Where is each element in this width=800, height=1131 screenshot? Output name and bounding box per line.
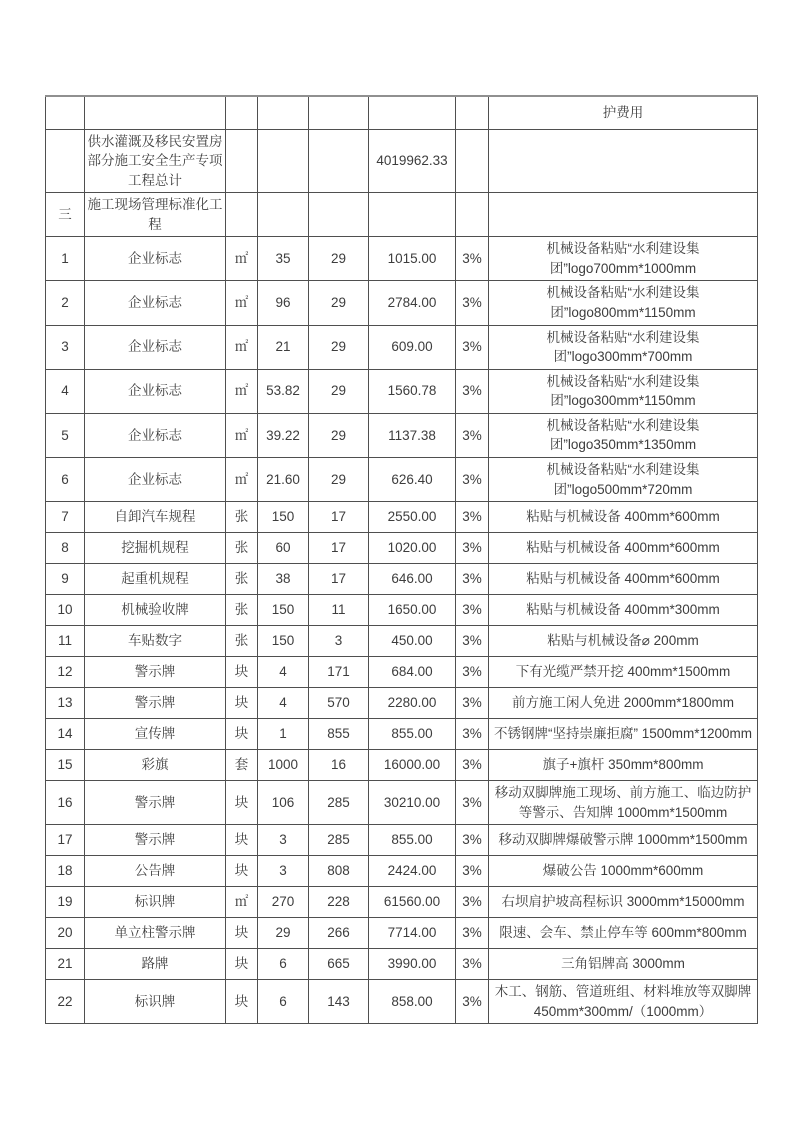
cell-price: 16 bbox=[309, 750, 369, 781]
cell-unit: ㎡ bbox=[226, 369, 258, 413]
cell-unit bbox=[226, 193, 258, 237]
cell-price bbox=[309, 193, 369, 237]
section-index: 三 bbox=[46, 193, 85, 237]
cell-amount bbox=[369, 193, 456, 237]
cell-unit: 块 bbox=[226, 719, 258, 750]
cell-rate: 3% bbox=[456, 688, 489, 719]
cell-price: 29 bbox=[309, 237, 369, 281]
cell-qty: 1 bbox=[258, 719, 309, 750]
cell-unit: 张 bbox=[226, 626, 258, 657]
cell-name: 警示牌 bbox=[85, 781, 226, 825]
cell-price: 29 bbox=[309, 325, 369, 369]
table-row bbox=[46, 688, 758, 719]
cell-unit: 块 bbox=[226, 918, 258, 949]
section-name: 施工现场管理标准化工程 bbox=[85, 193, 226, 237]
cell-qty: 270 bbox=[258, 887, 309, 918]
table-row bbox=[46, 564, 758, 595]
cell-unit: 块 bbox=[226, 688, 258, 719]
cell-no: 2 bbox=[46, 281, 85, 325]
cell-no: 20 bbox=[46, 918, 85, 949]
cell-amount: 1560.78 bbox=[369, 369, 456, 413]
table-row bbox=[46, 750, 758, 781]
cell-name: 挖掘机规程 bbox=[85, 533, 226, 564]
cell-amount: 450.00 bbox=[369, 626, 456, 657]
cell-unit bbox=[226, 96, 258, 129]
cell-amount: 1015.00 bbox=[369, 237, 456, 281]
cell-desc: 木工、钢筋、管道班组、材料堆放等双脚牌 450mm*300mm/（1000mm） bbox=[489, 980, 758, 1024]
header-desc-continuation: 护费用 bbox=[489, 96, 758, 129]
cell-rate: 3% bbox=[456, 533, 489, 564]
cell-name: 单立柱警示牌 bbox=[85, 918, 226, 949]
cell-qty: 1000 bbox=[258, 750, 309, 781]
cell-desc: 机械设备粘贴“水利建设集团”logo700mm*1000mm bbox=[489, 237, 758, 281]
cell-qty bbox=[258, 129, 309, 193]
cell-price: 17 bbox=[309, 564, 369, 595]
cell-rate: 3% bbox=[456, 781, 489, 825]
cell-price: 285 bbox=[309, 825, 369, 856]
cell-no: 12 bbox=[46, 657, 85, 688]
table-row bbox=[46, 281, 758, 325]
cell-name: 警示牌 bbox=[85, 825, 226, 856]
summary-name: 供水灌溉及移民安置房部分施工安全生产专项工程总计 bbox=[85, 129, 226, 193]
cell-rate: 3% bbox=[456, 750, 489, 781]
cell-no: 16 bbox=[46, 781, 85, 825]
cell-unit: 块 bbox=[226, 825, 258, 856]
table-row bbox=[46, 719, 758, 750]
cell-price: 171 bbox=[309, 657, 369, 688]
cell-unit: 张 bbox=[226, 595, 258, 626]
table-row bbox=[46, 949, 758, 980]
cell-price: 570 bbox=[309, 688, 369, 719]
cell-no: 11 bbox=[46, 626, 85, 657]
cell-desc: 粘贴与机械设备 400mm*600mm bbox=[489, 533, 758, 564]
cell-amount: 855.00 bbox=[369, 825, 456, 856]
summary-row bbox=[46, 129, 758, 193]
cell-unit: ㎡ bbox=[226, 413, 258, 457]
cell-amount: 2784.00 bbox=[369, 281, 456, 325]
table-row bbox=[46, 502, 758, 533]
cell-no: 17 bbox=[46, 825, 85, 856]
cell-desc: 三角铝牌高 3000mm bbox=[489, 949, 758, 980]
cell-desc: 限速、会车、禁止停车等 600mm*800mm bbox=[489, 918, 758, 949]
cell-price: 808 bbox=[309, 856, 369, 887]
cell-no: 6 bbox=[46, 457, 85, 501]
cell-rate: 3% bbox=[456, 918, 489, 949]
cell-no bbox=[46, 129, 85, 193]
cell-unit: 张 bbox=[226, 564, 258, 595]
cell-desc: 机械设备粘贴“水利建设集团”logo500mm*720mm bbox=[489, 457, 758, 501]
cell-price: 29 bbox=[309, 369, 369, 413]
cell-amount: 858.00 bbox=[369, 980, 456, 1024]
cell-amount: 1137.38 bbox=[369, 413, 456, 457]
table-row bbox=[46, 781, 758, 825]
cell-name: 企业标志 bbox=[85, 413, 226, 457]
cell-amount: 1650.00 bbox=[369, 595, 456, 626]
cell-desc: 机械设备粘贴“水利建设集团”logo300mm*1150mm bbox=[489, 369, 758, 413]
cell-desc bbox=[489, 193, 758, 237]
cell-name: 企业标志 bbox=[85, 281, 226, 325]
cell-no bbox=[46, 96, 85, 129]
cell-name: 企业标志 bbox=[85, 369, 226, 413]
cell-price bbox=[309, 129, 369, 193]
cell-qty: 150 bbox=[258, 595, 309, 626]
cell-qty: 4 bbox=[258, 657, 309, 688]
table-row bbox=[46, 918, 758, 949]
cell-unit: 块 bbox=[226, 781, 258, 825]
cell-no: 1 bbox=[46, 237, 85, 281]
cell-unit: 张 bbox=[226, 533, 258, 564]
cell-desc: 粘贴与机械设备 400mm*300mm bbox=[489, 595, 758, 626]
cell-no: 3 bbox=[46, 325, 85, 369]
cell-unit: 张 bbox=[226, 502, 258, 533]
cell-name: 警示牌 bbox=[85, 657, 226, 688]
cell-no: 21 bbox=[46, 949, 85, 980]
cell-amount: 626.40 bbox=[369, 457, 456, 501]
cell-desc: 爆破公告 1000mm*600mm bbox=[489, 856, 758, 887]
cell-name: 标识牌 bbox=[85, 980, 226, 1024]
cell-name: 路牌 bbox=[85, 949, 226, 980]
cell-no: 15 bbox=[46, 750, 85, 781]
cell-no: 4 bbox=[46, 369, 85, 413]
table-row bbox=[46, 457, 758, 501]
cell-qty: 38 bbox=[258, 564, 309, 595]
cell-price: 285 bbox=[309, 781, 369, 825]
cell-rate bbox=[456, 96, 489, 129]
section-row bbox=[46, 193, 758, 237]
cell-amount bbox=[369, 96, 456, 129]
cell-no: 18 bbox=[46, 856, 85, 887]
cell-qty: 29 bbox=[258, 918, 309, 949]
cell-desc: 右坝肩护坡高程标识 3000mm*15000mm bbox=[489, 887, 758, 918]
cell-rate: 3% bbox=[456, 413, 489, 457]
cell-qty: 4 bbox=[258, 688, 309, 719]
cell-qty: 6 bbox=[258, 980, 309, 1024]
cost-table bbox=[45, 95, 758, 1024]
table-row bbox=[46, 533, 758, 564]
cell-rate: 3% bbox=[456, 887, 489, 918]
cell-amount: 855.00 bbox=[369, 719, 456, 750]
cell-no: 7 bbox=[46, 502, 85, 533]
cell-rate: 3% bbox=[456, 980, 489, 1024]
cell-desc: 机械设备粘贴“水利建设集团”logo350mm*1350mm bbox=[489, 413, 758, 457]
cell-name: 机械验收牌 bbox=[85, 595, 226, 626]
cell-no: 8 bbox=[46, 533, 85, 564]
cell-desc: 前方施工闲人免进 2000mm*1800mm bbox=[489, 688, 758, 719]
cell-qty: 3 bbox=[258, 825, 309, 856]
cell-name: 警示牌 bbox=[85, 688, 226, 719]
cell-price: 29 bbox=[309, 413, 369, 457]
cell-qty bbox=[258, 193, 309, 237]
cell-unit: ㎡ bbox=[226, 237, 258, 281]
cell-price: 228 bbox=[309, 887, 369, 918]
table-row bbox=[46, 369, 758, 413]
cell-rate: 3% bbox=[456, 595, 489, 626]
cell-amount: 2550.00 bbox=[369, 502, 456, 533]
cell-rate: 3% bbox=[456, 369, 489, 413]
cell-rate: 3% bbox=[456, 281, 489, 325]
cell-qty: 6 bbox=[258, 949, 309, 980]
cell-no: 22 bbox=[46, 980, 85, 1024]
cell-qty bbox=[258, 96, 309, 129]
cell-desc: 粘贴与机械设备⌀ 200mm bbox=[489, 626, 758, 657]
table-row bbox=[46, 237, 758, 281]
cell-unit bbox=[226, 129, 258, 193]
cell-unit: 套 bbox=[226, 750, 258, 781]
cell-amount: 2424.00 bbox=[369, 856, 456, 887]
cell-desc: 粘贴与机械设备 400mm*600mm bbox=[489, 564, 758, 595]
cell-price: 17 bbox=[309, 533, 369, 564]
cell-no: 19 bbox=[46, 887, 85, 918]
cell-name: 标识牌 bbox=[85, 887, 226, 918]
cell-qty: 39.22 bbox=[258, 413, 309, 457]
cell-rate: 3% bbox=[456, 719, 489, 750]
cell-rate: 3% bbox=[456, 237, 489, 281]
cell-desc: 机械设备粘贴“水利建设集团”logo800mm*1150mm bbox=[489, 281, 758, 325]
cell-amount: 16000.00 bbox=[369, 750, 456, 781]
cell-rate: 3% bbox=[456, 949, 489, 980]
continuation-header-row bbox=[46, 96, 758, 129]
summary-amount: 4019962.33 bbox=[369, 129, 456, 193]
cell-unit: 块 bbox=[226, 949, 258, 980]
cell-name: 企业标志 bbox=[85, 457, 226, 501]
cell-price: 665 bbox=[309, 949, 369, 980]
cell-rate: 3% bbox=[456, 325, 489, 369]
cell-qty: 3 bbox=[258, 856, 309, 887]
cell-desc: 旗子+旗杆 350mm*800mm bbox=[489, 750, 758, 781]
cell-rate: 3% bbox=[456, 502, 489, 533]
cell-qty: 150 bbox=[258, 626, 309, 657]
cell-qty: 60 bbox=[258, 533, 309, 564]
cell-unit: ㎡ bbox=[226, 325, 258, 369]
cell-price: 11 bbox=[309, 595, 369, 626]
cell-qty: 150 bbox=[258, 502, 309, 533]
cell-desc: 粘贴与机械设备 400mm*600mm bbox=[489, 502, 758, 533]
cell-name: 公告牌 bbox=[85, 856, 226, 887]
table-row bbox=[46, 595, 758, 626]
table-row bbox=[46, 856, 758, 887]
cell-name: 企业标志 bbox=[85, 237, 226, 281]
cell-name: 企业标志 bbox=[85, 325, 226, 369]
table-row bbox=[46, 825, 758, 856]
cell-unit: 块 bbox=[226, 856, 258, 887]
cell-price: 29 bbox=[309, 457, 369, 501]
cell-price: 3 bbox=[309, 626, 369, 657]
cell-desc: 机械设备粘贴“水利建设集团”logo300mm*700mm bbox=[489, 325, 758, 369]
cell-no: 14 bbox=[46, 719, 85, 750]
cell-qty: 53.82 bbox=[258, 369, 309, 413]
cell-qty: 21.60 bbox=[258, 457, 309, 501]
cell-amount: 684.00 bbox=[369, 657, 456, 688]
cell-qty: 35 bbox=[258, 237, 309, 281]
cell-rate: 3% bbox=[456, 856, 489, 887]
cell-rate: 3% bbox=[456, 657, 489, 688]
cell-name: 自卸汽车规程 bbox=[85, 502, 226, 533]
cell-price: 17 bbox=[309, 502, 369, 533]
cell-qty: 21 bbox=[258, 325, 309, 369]
cell-rate: 3% bbox=[456, 457, 489, 501]
cell-name: 起重机规程 bbox=[85, 564, 226, 595]
cell-price: 29 bbox=[309, 281, 369, 325]
cell-amount: 609.00 bbox=[369, 325, 456, 369]
cell-unit: 块 bbox=[226, 657, 258, 688]
cell-amount: 7714.00 bbox=[369, 918, 456, 949]
cell-rate bbox=[456, 129, 489, 193]
cell-rate: 3% bbox=[456, 825, 489, 856]
cell-desc: 下有光缆严禁开挖 400mm*1500mm bbox=[489, 657, 758, 688]
cell-no: 9 bbox=[46, 564, 85, 595]
cell-amount: 1020.00 bbox=[369, 533, 456, 564]
cell-qty: 96 bbox=[258, 281, 309, 325]
cell-unit: ㎡ bbox=[226, 887, 258, 918]
cell-rate: 3% bbox=[456, 564, 489, 595]
cell-unit: ㎡ bbox=[226, 281, 258, 325]
cell-qty: 106 bbox=[258, 781, 309, 825]
table-row bbox=[46, 413, 758, 457]
cell-no: 5 bbox=[46, 413, 85, 457]
cell-desc: 移动双脚牌施工现场、前方施工、临边防护等警示、告知牌 1000mm*1500mm bbox=[489, 781, 758, 825]
cell-rate: 3% bbox=[456, 626, 489, 657]
table-row bbox=[46, 657, 758, 688]
cell-desc: 移动双脚牌爆破警示牌 1000mm*1500mm bbox=[489, 825, 758, 856]
table-row bbox=[46, 887, 758, 918]
cell-desc: 不锈钢牌“坚持崇廉拒腐” 1500mm*1200mm bbox=[489, 719, 758, 750]
cell-name: 彩旗 bbox=[85, 750, 226, 781]
cell-name: 车贴数字 bbox=[85, 626, 226, 657]
table-row bbox=[46, 325, 758, 369]
cell-unit: 块 bbox=[226, 980, 258, 1024]
cell-unit: ㎡ bbox=[226, 457, 258, 501]
cell-amount: 646.00 bbox=[369, 564, 456, 595]
table-row bbox=[46, 980, 758, 1024]
cell-no: 13 bbox=[46, 688, 85, 719]
cell-desc bbox=[489, 129, 758, 193]
cell-price: 266 bbox=[309, 918, 369, 949]
cell-price: 143 bbox=[309, 980, 369, 1024]
cell-name bbox=[85, 96, 226, 129]
cell-rate bbox=[456, 193, 489, 237]
cell-price: 855 bbox=[309, 719, 369, 750]
cell-amount: 30210.00 bbox=[369, 781, 456, 825]
cell-amount: 2280.00 bbox=[369, 688, 456, 719]
cell-no: 10 bbox=[46, 595, 85, 626]
cell-name: 宣传牌 bbox=[85, 719, 226, 750]
cell-price bbox=[309, 96, 369, 129]
table-row bbox=[46, 626, 758, 657]
cell-amount: 61560.00 bbox=[369, 887, 456, 918]
cell-amount: 3990.00 bbox=[369, 949, 456, 980]
